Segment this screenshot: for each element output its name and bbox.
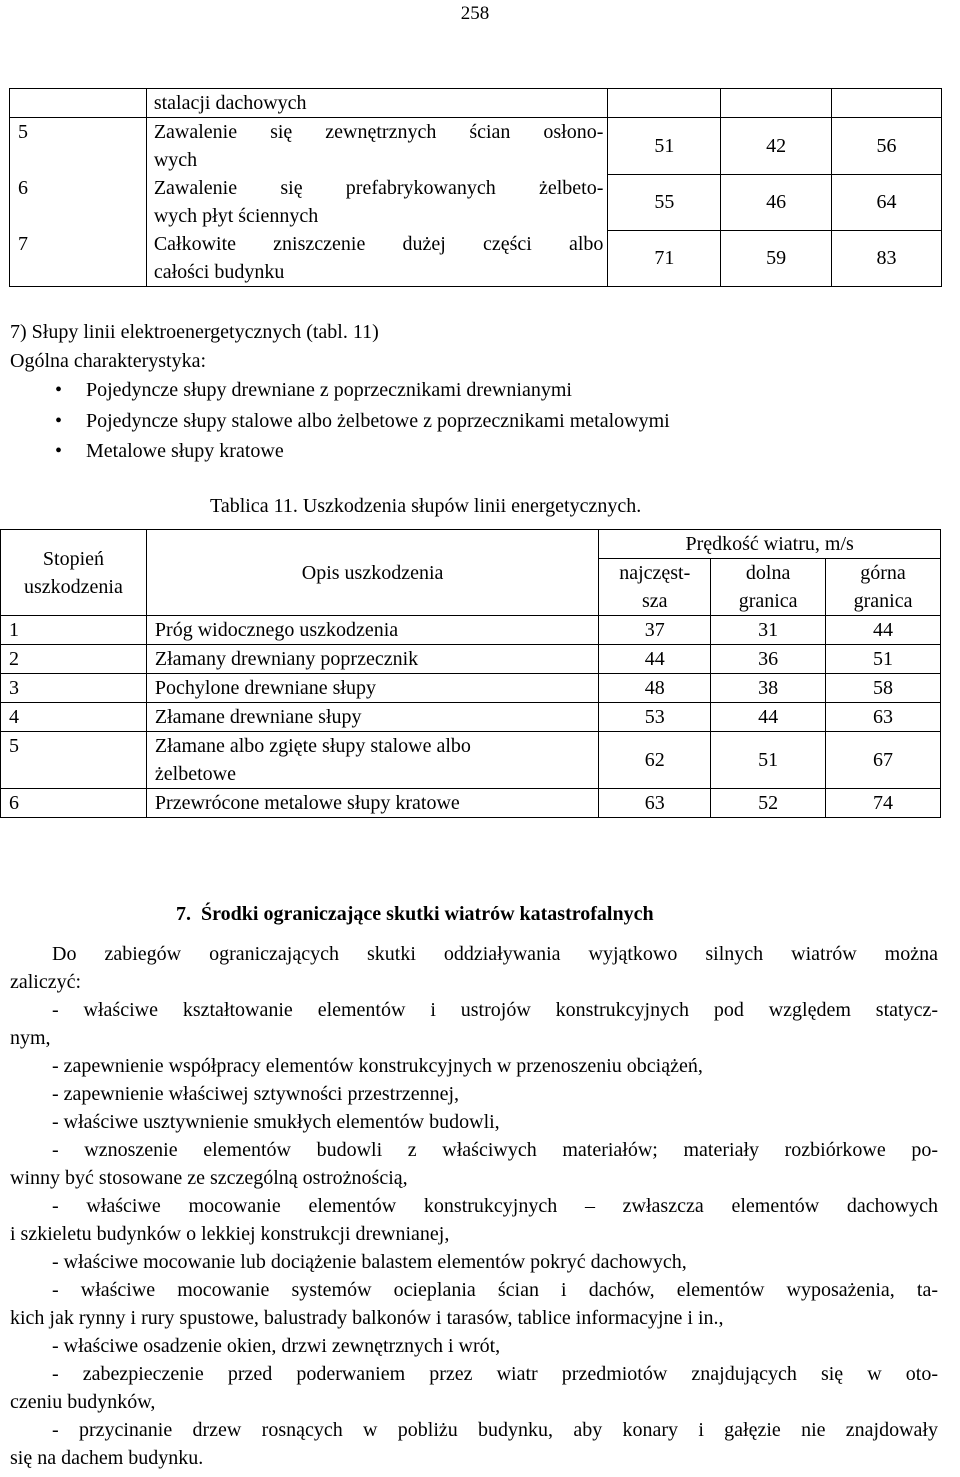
body-line: - właściwe mocowanie systemów ocieplania ścian i dachów, elementów wyposażenia, ta- xyxy=(52,1279,938,1301)
body-line: - właściwe usztywnienie smukłych elementów budowli, xyxy=(52,1111,500,1133)
header-most-frequent xyxy=(599,559,711,616)
header-line: dolna xyxy=(745,562,791,584)
value-cell: 48 xyxy=(599,674,711,703)
value-cell: 53 xyxy=(599,703,711,732)
row-description xyxy=(146,89,608,118)
table-row xyxy=(10,118,942,175)
value-cell xyxy=(608,89,721,118)
row-description: Złamane drewniane słupy xyxy=(146,703,598,732)
value-cell: 51 xyxy=(608,118,721,175)
header-description: Opis uszkodzenia xyxy=(146,530,598,616)
header-line: granica xyxy=(853,590,913,612)
chapter-heading xyxy=(176,900,654,928)
value-cell: 44 xyxy=(826,616,941,645)
body-line: - przycinanie drzew rosnących w pobliżu budynku, aby konary i gałęzie nie znajdowały xyxy=(52,1419,938,1441)
body-line: Do zabiegów ograniczających skutki oddziaływania wyjątkowo silnych wiatrów można xyxy=(52,943,938,965)
value-cell: 38 xyxy=(711,674,826,703)
value-cell: 71 xyxy=(608,230,721,287)
header-line: najczęst- xyxy=(619,562,691,584)
row-number: 6 xyxy=(1,789,147,818)
value-cell: 63 xyxy=(599,789,711,818)
continued-damage-table xyxy=(9,88,942,287)
bullet-icon: • xyxy=(55,379,63,401)
description-line: żelbetowe xyxy=(154,763,236,785)
table-row xyxy=(10,230,942,287)
header-degree-line2: uszkodzenia xyxy=(24,575,123,598)
value-cell: 37 xyxy=(599,616,711,645)
value-cell: 67 xyxy=(826,732,941,789)
row-number: 1 xyxy=(1,616,147,645)
value-cell: 58 xyxy=(826,674,941,703)
table-row xyxy=(1,616,941,645)
value-cell xyxy=(721,89,832,118)
description-line: całości budynku xyxy=(153,261,285,283)
value-cell: 44 xyxy=(711,703,826,732)
description-line: wych xyxy=(153,149,198,171)
header-line: granica xyxy=(738,590,798,612)
body-line: - właściwe mocowanie lub dociążenie balastem elementów pokryć dachowych, xyxy=(52,1251,687,1273)
bullet-text: Metalowe słupy kratowe xyxy=(86,440,284,462)
chapter-body xyxy=(10,940,938,1472)
bullet-text: Pojedyncze słupy drewniane z poprzecznikami drewnianymi xyxy=(86,379,572,401)
value-cell: 51 xyxy=(826,645,941,674)
body-line: zaliczyć: xyxy=(10,971,82,993)
table-row xyxy=(1,732,941,789)
description-line: stalacji dachowych xyxy=(153,92,307,114)
body-line: - zabezpieczenie przed poderwaniem przez wiatr przedmiotów znajdujących się w oto- xyxy=(52,1363,938,1385)
value-cell: 74 xyxy=(826,789,941,818)
row-number xyxy=(10,89,147,118)
body-line: - właściwe osadzenie okien, drzwi zewnętrznych i wrót, xyxy=(52,1335,501,1357)
row-description: Przewrócone metalowe słupy kratowe xyxy=(146,789,598,818)
header-lower-limit xyxy=(711,559,826,616)
table-row xyxy=(1,703,941,732)
value-cell: 31 xyxy=(711,616,826,645)
description-line: Zawalenie się prefabrykowanych żelbeto- xyxy=(153,177,604,199)
table-caption: Tablica 11. Uszkodzenia słupów linii energetycznych. xyxy=(210,495,642,517)
header-upper-limit xyxy=(826,559,941,616)
row-description xyxy=(146,118,608,175)
value-cell xyxy=(832,89,942,118)
body-line: czeniu budynków, xyxy=(10,1391,156,1413)
chapter-title: Środki ograniczające skutki wiatrów katastrofalnych xyxy=(201,903,654,925)
header-degree xyxy=(1,530,147,616)
value-cell: 83 xyxy=(832,230,942,287)
body-line: - zapewnienie właściwej sztywności przestrzennej, xyxy=(52,1083,460,1105)
description-line: Całkowite zniszczenie dużej części albo xyxy=(153,233,604,255)
row-number: 6 xyxy=(10,174,147,230)
header-line: górna xyxy=(860,562,906,584)
row-number: 7 xyxy=(10,230,147,287)
table-row xyxy=(1,645,941,674)
header-wind-speed: Prędkość wiatru, m/s xyxy=(599,530,941,559)
value-cell: 46 xyxy=(721,174,832,230)
row-description xyxy=(146,174,608,230)
value-cell: 64 xyxy=(832,174,942,230)
page-number: 258 xyxy=(460,3,490,24)
body-line: kich jak rynny i rury spustowe, balustrady balkonów i tarasów, tablice informacyjne i in., xyxy=(10,1307,724,1329)
value-cell: 42 xyxy=(721,118,832,175)
row-number: 2 xyxy=(1,645,147,674)
body-line: nym, xyxy=(10,1027,51,1049)
table-row xyxy=(1,789,941,818)
value-cell: 56 xyxy=(832,118,942,175)
row-description: Próg widocznego uszkodzenia xyxy=(146,616,598,645)
row-description: Pochylone drewniane słupy xyxy=(146,674,598,703)
body-line: winny być stosowane ze szczególną ostrożnością, xyxy=(10,1167,408,1189)
row-number: 5 xyxy=(1,732,147,789)
description-line: wych płyt ściennych xyxy=(153,205,319,227)
row-number: 4 xyxy=(1,703,147,732)
value-cell: 44 xyxy=(599,645,711,674)
row-description xyxy=(146,230,608,287)
row-number: 5 xyxy=(10,118,147,175)
description-line: Złamane albo zgięte słupy stalowe albo xyxy=(154,735,471,757)
row-description xyxy=(146,732,598,789)
table-row xyxy=(10,89,942,118)
chapter-number: 7. xyxy=(176,903,191,925)
body-line: i szkieletu budynków o lekkiej konstrukcji drewnianej, xyxy=(10,1223,450,1245)
bullet-icon: • xyxy=(55,440,63,462)
table-11 xyxy=(0,529,941,818)
value-cell: 63 xyxy=(826,703,941,732)
body-line: - właściwe kształtowanie elementów i ustrojów konstrukcyjnych pod względem statycz- xyxy=(52,999,938,1021)
bullet-icon: • xyxy=(55,410,63,432)
value-cell: 52 xyxy=(711,789,826,818)
value-cell: 62 xyxy=(599,732,711,789)
row-description: Złamany drewniany poprzecznik xyxy=(146,645,598,674)
value-cell: 51 xyxy=(711,732,826,789)
header-degree-line1: Stopień xyxy=(42,547,105,570)
row-number: 3 xyxy=(1,674,147,703)
body-line: się na dachem budynku. xyxy=(10,1447,204,1469)
value-cell: 55 xyxy=(608,174,721,230)
value-cell: 59 xyxy=(721,230,832,287)
body-line: - zapewnienie współpracy elementów konstrukcyjnych w przenoszeniu obciążeń, xyxy=(52,1055,703,1077)
body-line: - właściwe mocowanie elementów konstrukcyjnych – zwłaszcza elementów dachowych xyxy=(52,1195,938,1217)
bullet-text: Pojedyncze słupy stalowe albo żelbetowe z poprzecznikami metalowymi xyxy=(86,410,670,432)
general-characteristics-label: Ogólna charakterystyka: xyxy=(10,350,207,372)
value-cell: 36 xyxy=(711,645,826,674)
body-line: - wznoszenie elementów budowli z właściwych materiałów; materiały rozbiórkowe po- xyxy=(52,1139,938,1161)
description-line: Zawalenie się zewnętrznych ścian osłono- xyxy=(153,121,604,143)
header-line: sza xyxy=(641,590,668,612)
section-title: 7) Słupy linii elektroenergetycznych (tabl. 11) xyxy=(10,321,379,343)
table-row xyxy=(1,674,941,703)
table-row xyxy=(10,174,942,230)
